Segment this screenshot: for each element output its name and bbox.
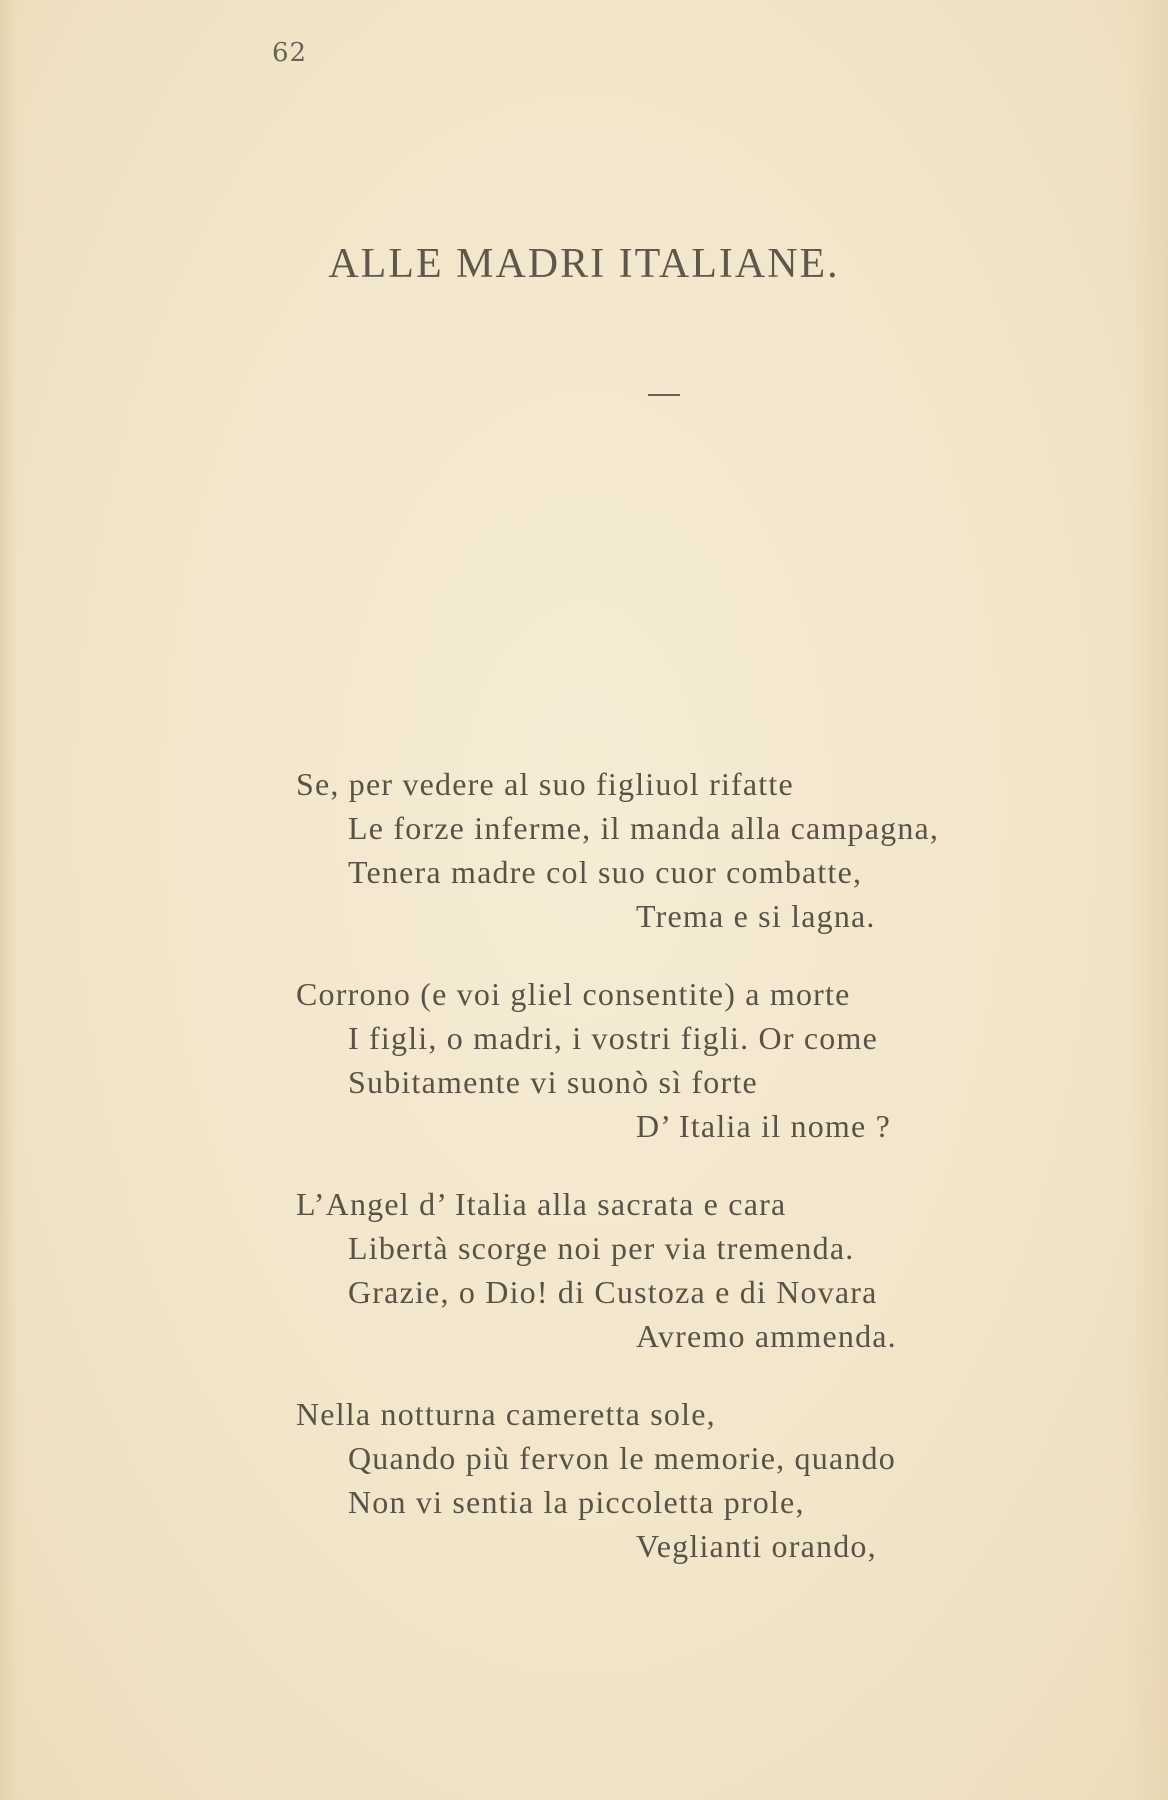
stanza-1 xyxy=(296,762,1096,938)
stanza-2 xyxy=(296,972,1096,1148)
verse-line: Tenera madre col suo cuor combatte, xyxy=(348,854,863,890)
verse-line: Corrono (e voi gliel consentite) a morte xyxy=(296,976,851,1012)
page-number: 62 xyxy=(272,38,308,68)
poem-title: ALLE MADRI ITALIANE. xyxy=(328,241,840,287)
verse-line: L’Angel d’ Italia alla sacrata e cara xyxy=(296,1186,787,1222)
verse-line: Libertà scorge noi per via tremenda. xyxy=(348,1230,855,1266)
verse-line: Quando più fervon le memorie, quando xyxy=(348,1440,896,1476)
verse-line: I figli, o madri, i vostri figli. Or come xyxy=(348,1020,878,1056)
stanza-3 xyxy=(296,1182,1096,1358)
verse-line: Non vi sentia la piccoletta prole, xyxy=(348,1484,805,1520)
stanza-4 xyxy=(296,1392,1096,1568)
verse-line: Se, per vedere al suo figliuol rifatte xyxy=(296,766,794,802)
poem-body xyxy=(296,762,1096,1602)
verse-line: Le forze inferme, il manda alla campagna, xyxy=(348,810,940,846)
verse-line: D’ Italia il nome ? xyxy=(636,1108,892,1144)
verse-line: Avremo ammenda. xyxy=(636,1318,897,1354)
verse-line: Subitamente vi suonò sì forte xyxy=(348,1064,758,1100)
title-divider xyxy=(648,394,680,396)
verse-line: Veglianti orando, xyxy=(636,1528,877,1564)
verse-line: Grazie, o Dio! di Custoza e di Novara xyxy=(348,1274,878,1310)
verse-line: Nella notturna cameretta sole, xyxy=(296,1396,716,1432)
verse-line: Trema e si lagna. xyxy=(636,898,876,934)
